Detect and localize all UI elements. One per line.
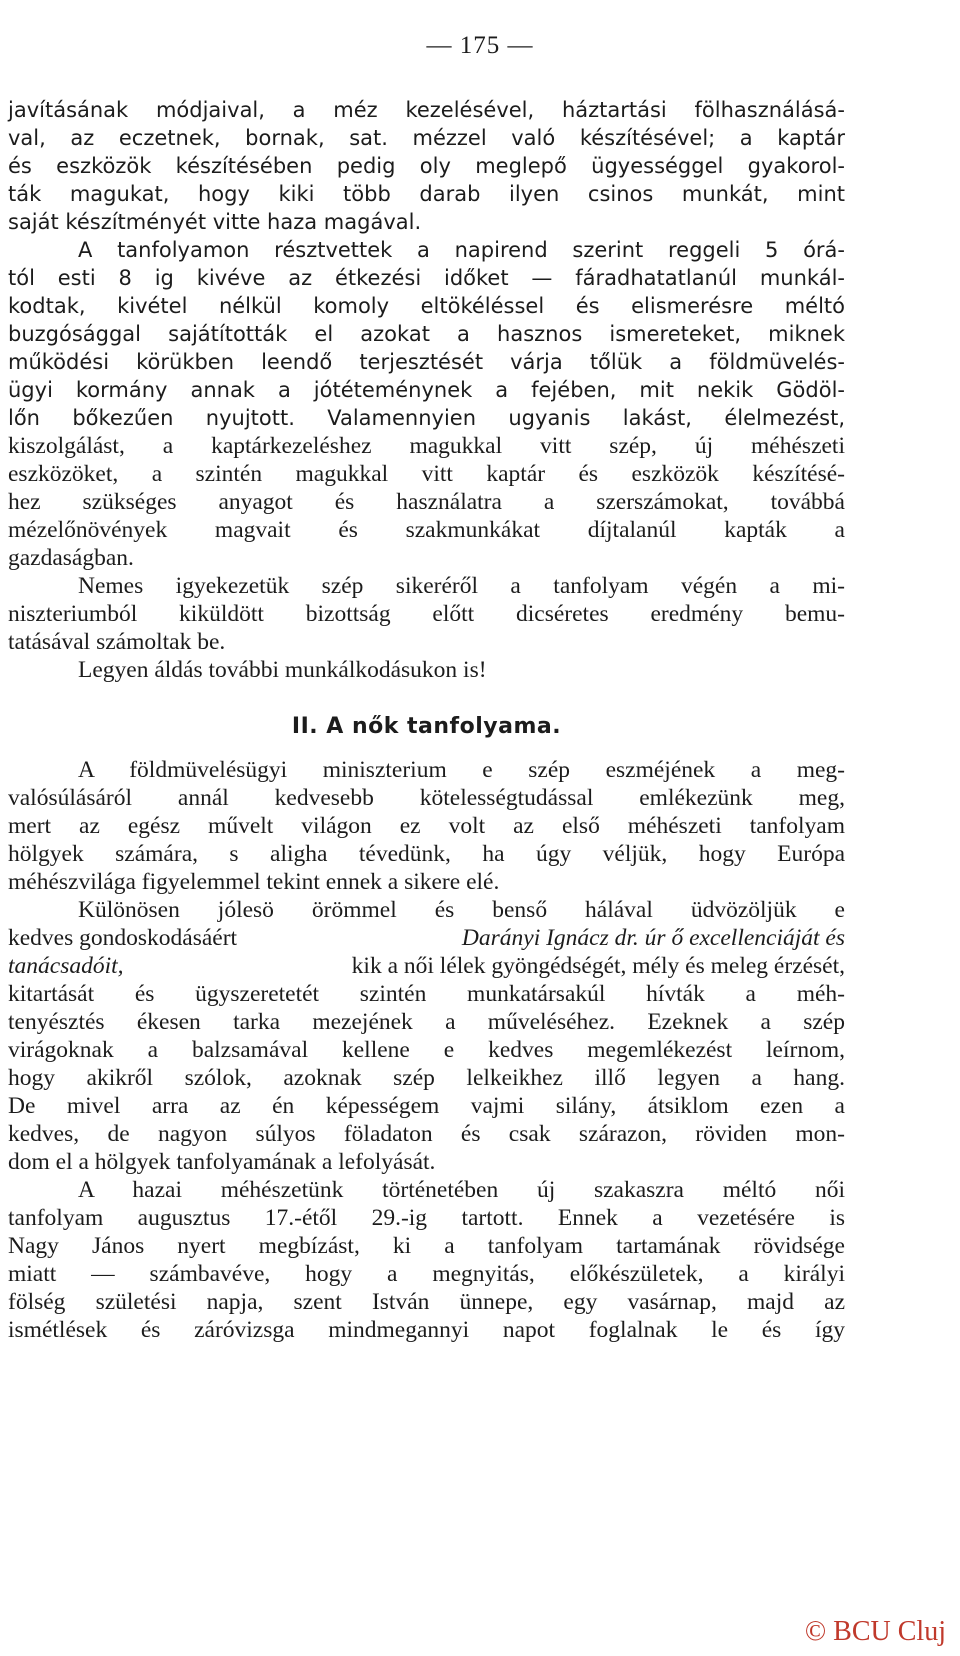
text-fragment: kedves gondoskodásáért bbox=[8, 925, 238, 951]
italic-name: tanácsadóit, bbox=[8, 953, 124, 979]
text-line: tatásával számoltak be. bbox=[8, 629, 226, 655]
text-line: niszteriumból kiküldött bizottság előtt dicséretes eredmény bemu- bbox=[8, 601, 845, 627]
text-line: gazdaságban. bbox=[8, 545, 134, 571]
text-line: tól esti 8 ig kivéve az étkezési időket — fáradhatatlanúl munkál- bbox=[8, 266, 845, 290]
text-line: mert az egész művelt világon ez volt az első méhészeti tanfolyam bbox=[8, 813, 845, 839]
text-line-mixed bbox=[8, 952, 845, 980]
text-line: saját készítményét vitte haza magával. bbox=[8, 210, 422, 234]
text-line: hölgyek számára, s aligha tévedünk, ha úgy véljük, hogy Európa bbox=[8, 841, 845, 867]
text-line: kitartását és ügyszeretetét szintén munkatársakúl hívták a méh- bbox=[8, 981, 845, 1007]
text-line: lőn bőkezűen nyujtott. Valamennyien ugyanis lakást, élelmezést, bbox=[8, 406, 845, 430]
text-line: De mivel arra az én képességem vajmi silány, átsiklom ezen a bbox=[8, 1093, 845, 1119]
text-line: hogy akikről szólok, azoknak szép lelkeikhez illő legyen a hang. bbox=[8, 1065, 845, 1091]
text-line: ismétlések és záróvizsga mindmegannyi napot foglalnak le és így bbox=[8, 1317, 845, 1343]
text-line: miatt — számbavéve, hogy a megnyitás, előkészületek, a királyi bbox=[8, 1261, 845, 1287]
text-line: eszközöket, a szintén magukkal vitt kaptár és eszközök készítésé- bbox=[8, 461, 845, 487]
text-line-mixed bbox=[8, 924, 845, 952]
text-line: tenyésztés ékesen tarka mezejének a műveléséhez. Ezeknek a szép bbox=[8, 1009, 845, 1035]
text-line: hez szükséges anyagot és használatra a szerszámokat, továbbá bbox=[8, 489, 845, 515]
text-line: kiszolgálást, a kaptárkezeléshez magukkal vitt szép, új méhészeti bbox=[8, 433, 845, 459]
page-number: — 175 — bbox=[426, 32, 534, 59]
text-line: tanfolyam augusztus 17.-étől 29.-ig tartott. Ennek a vezetésére is bbox=[8, 1205, 845, 1231]
text-line: Legyen áldás további munkálkodásukon is! bbox=[78, 657, 487, 683]
italic-name: Darányi Ignácz dr. úr ő excellenciáját és bbox=[461, 925, 845, 951]
text-line: működési körükben leendő terjesztését várja tőlük a földmüvelés- bbox=[8, 350, 845, 374]
text-line: dom el a hölgyek tanfolyamának a lefolyását. bbox=[8, 1149, 436, 1175]
text-line: ügyi kormány annak a jótéteménynek a fejében, mit nekik Gödöl- bbox=[8, 378, 845, 402]
text-line: A földmüvelésügyi miniszterium e szép eszméjének a meg- bbox=[78, 757, 845, 783]
text-line: virágoknak a balzsamával kellene e kedves megemlékezést leírnom, bbox=[8, 1037, 845, 1063]
text-line: Nemes igyekezetük szép sikeréről a tanfolyam végén a mi- bbox=[78, 573, 845, 599]
text-fragment: kik a női lélek gyöngédségét, mély és meleg érzését, bbox=[351, 953, 845, 979]
text-line: Különösen jólesö örömmel és benső hálával üdvözöljük e bbox=[78, 897, 845, 923]
section-heading: II. A nők tanfolyama. bbox=[291, 714, 562, 739]
text-line: valósúlásáról annál kedvesebb kötelességtudással emlékezünk meg, bbox=[8, 785, 845, 811]
text-line: val, az eczetnek, bornak, sat. mézzel való készítésével; a kaptár bbox=[8, 126, 845, 150]
text-line: ták magukat, hogy kiki több darab ilyen csinos munkát, mint bbox=[8, 182, 845, 206]
text-line: buzgósággal sajátították el azokat a hasznos ismereteket, miknek bbox=[8, 322, 845, 346]
text-line: Nagy János nyert megbízást, ki a tanfolyam tartamának rövidsége bbox=[8, 1233, 845, 1259]
text-line: és eszközök készítésében pedig oly meglepő ügyességgel gyakorol- bbox=[8, 154, 845, 178]
text-line: mézelőnövények magvait és szakmunkákat díjtalanúl kapták a bbox=[8, 517, 845, 543]
text-line: kedves, de nagyon súlyos föladaton és csak szárazon, röviden mon- bbox=[8, 1121, 845, 1147]
text-line: kodtak, kivétel nélkül komoly eltökéléssel és elismerésre méltó bbox=[8, 294, 845, 318]
text-line: javításának módjaival, a méz kezelésével, háztartási fölhasználásá- bbox=[8, 98, 845, 122]
text-line: méhészvilága figyelemmel tekint ennek a sikere elé. bbox=[8, 869, 500, 895]
text-line: fölség születési napja, szent István ünnepe, egy vasárnap, majd az bbox=[8, 1289, 845, 1315]
copyright-watermark: © BCU Cluj bbox=[804, 1616, 946, 1647]
text-line: A tanfolyamon résztvettek a napirend szerint reggeli 5 órá- bbox=[78, 238, 845, 262]
text-line: A hazai méhészetünk történetében új szakaszra méltó női bbox=[78, 1177, 845, 1203]
